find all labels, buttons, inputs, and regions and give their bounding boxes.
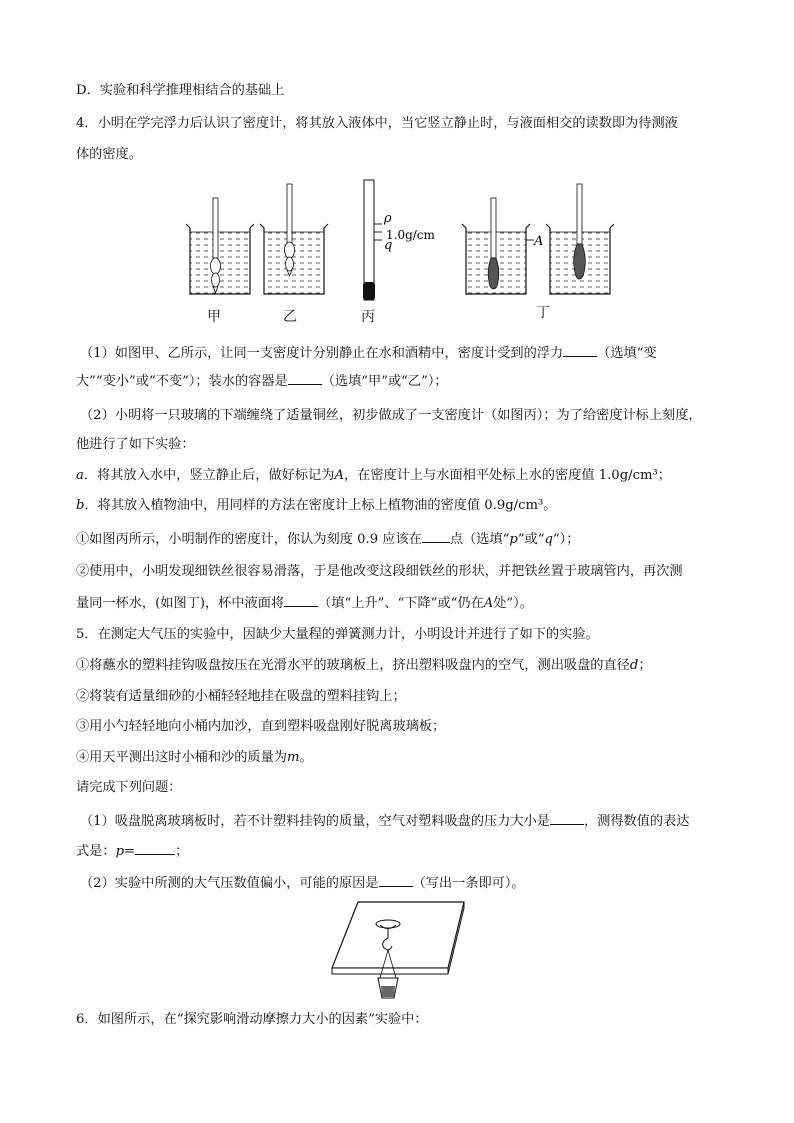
q4-step-a: a．将其放入水中，竖立静止后，做好标记为A，在密度计上与水面相平处标上水的密度值 1.0g/cm³；	[76, 468, 671, 483]
q4-step-b: b．将其放入植物油中，用同样的方法在密度计上标上植物油的密度值 0.9g/cm³。	[76, 498, 557, 513]
caption-ding: 丁	[536, 305, 550, 321]
suction-cup-figure	[328, 898, 468, 1004]
q4-stem-line1: 4．小明在学完浮力后认识了密度计，将其放入液体中，当它竖立静止时，与液面相交的读数即为待测液	[76, 116, 678, 131]
hydrometer-figure	[180, 176, 620, 328]
q5-step2: ②将装有适量细砂的小桶轻轻地挂在吸盘的塑料挂钩上；	[76, 689, 406, 704]
beaker-jia	[186, 198, 254, 294]
q5-part1-line1: （1）吸盘脱离玻璃板时，若不计塑料挂钩的质量，空气对塑料吸盘的压力大小是 ，测得数值的表达	[80, 814, 690, 829]
answer-blank[interactable]	[284, 594, 318, 607]
tube-bing	[363, 180, 436, 300]
q5-part2: （2）实验中所测的大气压数值偏小，可能的原因是 （写出一条即可）。	[80, 876, 525, 891]
answer-blank[interactable]	[563, 344, 597, 357]
q5-step4: ④用天平测出这时小桶和沙的质量为m。	[76, 750, 313, 765]
beaker-yi	[260, 184, 328, 294]
answer-blank[interactable]	[135, 842, 175, 855]
q5-step1: ①将蘸水的塑料挂钩吸盘按压在光滑水平的玻璃板上，挤出塑料吸盘内的空气，测出吸盘的直径d；	[76, 658, 652, 673]
caption-jia: 甲	[207, 309, 221, 325]
q5-ask: 请完成下列问题：	[76, 780, 182, 795]
answer-blank[interactable]	[379, 874, 413, 887]
q4-part1-line1: （1）如图甲、乙所示，让同一支密度计分别静止在水和酒精中，密度计受到的浮力 （选填“变	[80, 346, 657, 361]
answer-blank[interactable]	[422, 530, 450, 543]
q4-sub1: ①如图丙所示，小明制作的密度计，你认为刻度 0.9 应该在 点（选填“p”或“q”）；	[76, 532, 580, 547]
q4-stem-line2: 体的密度。	[76, 147, 142, 162]
q4-sub2-line2: 量同一杯水，(如图丁)，杯中液面将 （填“上升”、“下降”或“仍在A处”）。	[76, 596, 533, 611]
q6-stem: 6．如图所示，在“探究影响滑动摩擦力大小的因素”实验中：	[76, 1012, 428, 1027]
q5-step3: ③用小勺轻轻地向小桶内加沙，直到塑料吸盘刚好脱离玻璃板；	[76, 719, 446, 734]
q4-part2-line2: 他进行了如下实验：	[76, 437, 195, 452]
label-mark: 1.0g/cm	[386, 228, 435, 242]
q5-stem: 5．在测定大气压的实验中，因缺少大量程的弹簧测力计，小明设计并进行了如下的实验。	[76, 627, 599, 642]
beaker-ding-2	[546, 184, 614, 294]
label-rho: ρ	[384, 211, 392, 226]
answer-blank[interactable]	[550, 812, 584, 825]
caption-yi: 乙	[283, 309, 297, 325]
q5-part1-line2: 式是：p= ；	[76, 844, 189, 859]
q4-part1-line2: 大”“变小”或“不变”）；装水的容器是 （选填“甲”或“乙”）；	[76, 374, 448, 389]
beaker-ding-1	[462, 198, 530, 294]
answer-blank[interactable]	[288, 372, 322, 385]
q4-part2-line1: （2）小明将一只玻璃的下端缠绕了适量铜丝，初步做成了一支密度计（如图丙）；为了给密度计标上刻度，	[80, 408, 702, 423]
option-d: D．实验和科学推理相结合的基础上	[76, 83, 285, 98]
label-q: q	[384, 238, 393, 253]
caption-bing: 丙	[361, 309, 375, 325]
q4-sub2-line1: ②使用中，小明发现细铁丝很容易滑落，于是他改变这段细铁丝的形状，并把铁丝置于玻璃管内，再次测	[76, 564, 683, 579]
label-A: A	[534, 234, 544, 249]
